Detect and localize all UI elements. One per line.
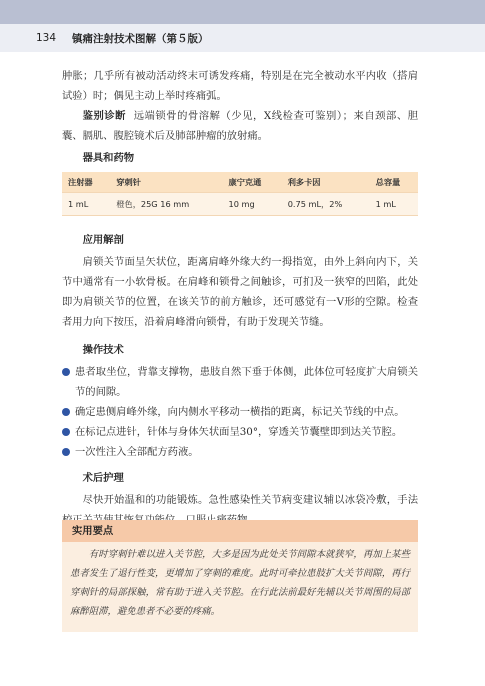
running-header [0,24,485,52]
tips-title: 实用要点 [62,520,418,542]
cell-needle: 橙色，25G 16 mm [110,193,222,216]
technique-step: 确定患侧肩峰外缘，向内侧水平移动一横指的距离，标记关节线的中点。 [75,406,405,418]
tools-heading: 器具和药物 [82,152,135,164]
differential-diagnosis-paragraph [62,106,418,146]
list-item [62,422,418,442]
page-content [62,66,418,530]
header-band [0,0,485,24]
aftercare-heading: 术后护理 [82,472,124,484]
practical-tips-box [62,520,418,632]
anatomy-paragraph: 肩锁关节面呈矢状位，距离肩峰外缘大约一拇指宽，由外上斜向内下，关节中通常有一小软骨板。在肩峰和锁骨之间触诊，可扪及一狭窄的凹陷，此处即为肩锁关节的位置，在该关节的前方触诊，还可感觉有一V形的空隙。检查者用力向下按压，沿着肩峰滑向锁骨，有助于发现关节缝。 [62,256,418,328]
diagnosis-lead: 鉴别诊断 [82,110,127,122]
col-needle: 穿刺针 [110,172,222,193]
cell-syringe: 1 mL [62,193,110,216]
tools-table [62,172,418,216]
col-kenacort: 康宁克通 [223,172,282,193]
anatomy-heading: 应用解剖 [82,234,124,246]
col-total-volume: 总容量 [370,172,418,193]
technique-list [62,362,418,462]
aftercare-paragraph: 尽快开始温和的功能锻炼。急性感染性关节病变建议辅以冰袋冷敷，手法 [82,494,418,506]
list-item [62,442,418,462]
technique-step: 患者取坐位，背靠支撑物，患肢自然下垂于体侧，此体位可轻度扩大肩锁关节的间隙。 [75,366,418,398]
cell-kenacort: 10 mg [223,193,282,216]
cell-lidocaine: 0.75 mL，2% [282,193,370,216]
col-syringe: 注射器 [62,172,110,193]
tips-text: 有时穿刺针难以进入关节腔，大多是因为此处关节间隙本就狭窄，再加上某些患者发生了退行性变，更增加了穿刺的难度。此时可牵拉患肢扩大关节间隙，再行穿刺针的局部探触，常有助于进入关节腔。在行此法前最好先辅以关节周围的局部麻醉阻滞，避免患者不必要的疼痛。 [70,549,410,617]
tools-table-header-row [62,172,418,193]
list-item [62,362,418,402]
book-title: 镇痛注射技术图解（第５版） [72,32,209,45]
continuation-paragraph: 肿胀；几乎所有被动活动终末可诱发疼痛，特别是在完全被动水平内收（搭肩试验）时；偶见主动上举时疼痛弧。 [62,70,418,102]
col-lidocaine: 利多卡因 [282,172,370,193]
page-number: 134 [36,32,57,44]
bullet-icon [62,408,70,416]
bullet-icon [62,428,70,436]
diagnosis-text: 远端锁骨的骨溶解（少见，X线检查可鉴别）；来自颈部、胆囊、膈肌、腹腔镜术后及肺部肿瘤的放射痛。 [62,110,419,142]
bullet-icon [62,448,70,456]
technique-heading: 操作技术 [82,344,124,356]
technique-step: 在标记点进针，针体与身体矢状面呈30°，穿透关节囊壁即到达关节腔。 [75,426,403,438]
table-row [62,193,418,216]
technique-step: 一次性注入全部配方药液。 [75,446,199,458]
cell-total-volume: 1 mL [370,193,418,216]
list-item [62,402,418,422]
bullet-icon [62,368,70,376]
